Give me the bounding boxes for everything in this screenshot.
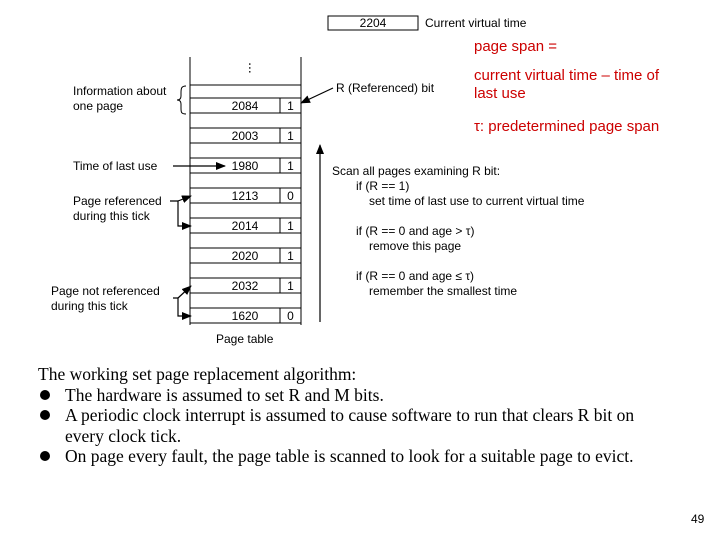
page-not-referenced-line-1: Page not referenced (51, 284, 160, 298)
bullet-dot-icon (40, 451, 50, 461)
bullet-list (38, 385, 678, 467)
page-span-line-1: page span = (474, 38, 557, 55)
row-r-bit: 1 (287, 219, 294, 233)
page-table-rows (190, 98, 301, 323)
row-r-bit: 0 (287, 309, 294, 323)
row-time-value: 1213 (231, 189, 259, 203)
page-table-row (190, 98, 301, 113)
page-table-label: Page table (216, 332, 274, 346)
bullet-text: The hardware is assumed to set R and M bits. (65, 384, 384, 405)
row-time-value: 2003 (231, 129, 259, 143)
page-not-referenced-arrow (173, 298, 191, 316)
row-r-bit: 1 (287, 279, 294, 293)
bullet-item (38, 385, 678, 406)
bullet-text: On page every fault, the page table is scanned to look for a suitable page to evict. (65, 446, 634, 466)
page-span-line-2: current virtual time – time of (474, 67, 660, 84)
page-not-referenced-line-2: during this tick (51, 299, 128, 313)
page-table-row (190, 128, 301, 143)
row-time-value: 2032 (231, 279, 259, 293)
page-table-row (190, 188, 301, 203)
row-r-bit: 1 (287, 249, 294, 263)
row-time-value: 2020 (231, 249, 259, 263)
scan-line-6: remember the smallest time (369, 284, 518, 298)
page-number: 49 (691, 512, 705, 526)
scan-line-4: remove this page (369, 239, 462, 253)
algorithm-description (38, 364, 678, 467)
r-bit-label: R (Referenced) bit (336, 81, 435, 95)
page-span-line-3: last use (474, 85, 526, 102)
time-of-last-use-label: Time of last use (73, 159, 158, 173)
row-time-value: 2084 (231, 99, 259, 113)
algorithm-title: The working set page replacement algorithm: (38, 364, 357, 384)
info-line-1: Information about (73, 84, 167, 98)
info-about-one-page-label (73, 84, 166, 114)
scan-instructions (332, 164, 584, 299)
bullet-dot-icon (40, 410, 50, 420)
row-time-value: 2014 (231, 219, 259, 233)
r-bit-arrow (301, 88, 333, 103)
row-r-bit: 1 (287, 159, 294, 173)
current-time-label: Current virtual time (425, 16, 527, 30)
row-time-value: 1620 (231, 309, 259, 323)
page-table-row (190, 218, 301, 233)
scan-line-3: if (R == 0 and age > τ) (356, 224, 475, 238)
page-span-note (474, 38, 659, 103)
info-line-2: one page (73, 99, 124, 113)
page-table-row (190, 278, 301, 293)
page-not-referenced-label (51, 284, 160, 314)
scan-header: Scan all pages examining R bit: (332, 164, 501, 178)
current-time-value: 2204 (359, 16, 387, 30)
row-r-bit: 0 (287, 189, 294, 203)
dots-ellipsis: ... (246, 62, 262, 74)
page-table-row (190, 308, 301, 323)
page-referenced-label (73, 194, 162, 224)
row-r-bit: 1 (287, 129, 294, 143)
tau-note: τ: predetermined page span (474, 118, 660, 135)
bullet-item (38, 446, 678, 467)
scan-line-2: set time of last use to current virtual time (369, 194, 585, 208)
bullet-dot-icon (40, 390, 50, 400)
info-brace (177, 86, 186, 114)
bullet-item (38, 405, 678, 446)
row-time-value: 1980 (231, 159, 259, 173)
bullet-text: A periodic clock interrupt is assumed to cause software to run that clears R bit on every clock tick. (65, 405, 635, 446)
page-table-row (190, 248, 301, 263)
page-referenced-line-2: during this tick (73, 209, 150, 223)
row-r-bit: 1 (287, 99, 294, 113)
page-referenced-arrow (170, 201, 191, 226)
page-referenced-line-1: Page referenced (73, 194, 162, 208)
scan-line-1: if (R == 1) (356, 179, 410, 193)
scan-line-5: if (R == 0 and age ≤ τ) (356, 269, 475, 283)
